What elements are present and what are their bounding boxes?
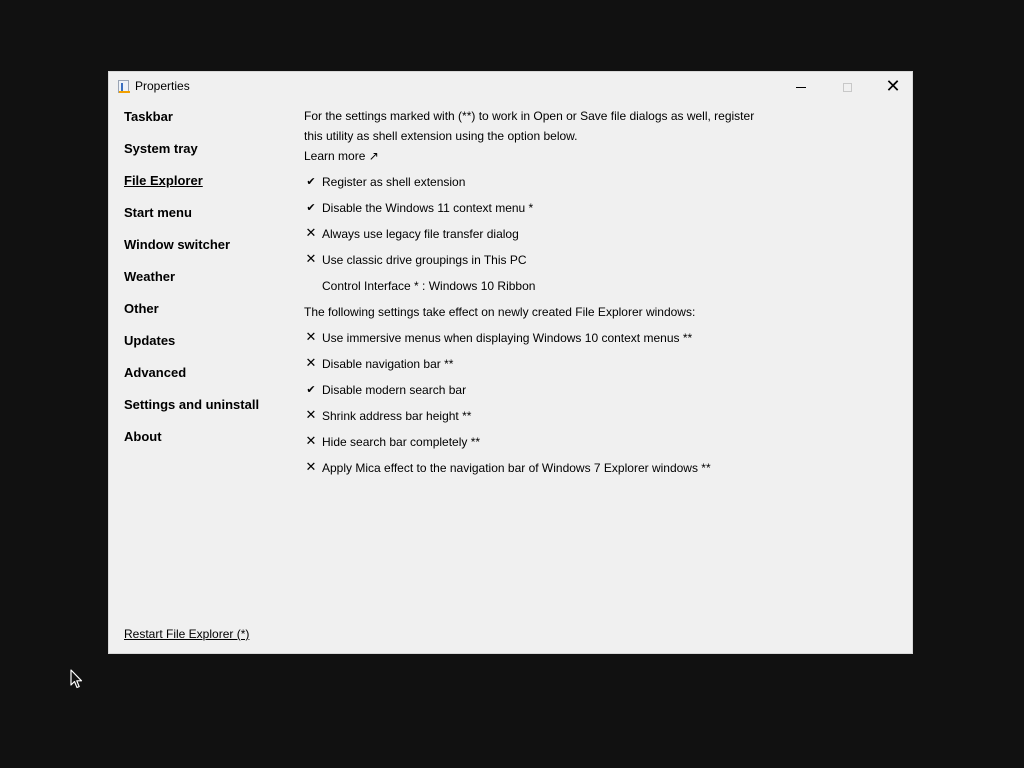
section-note: The following settings take effect on newly created File Explorer windows: xyxy=(304,305,696,319)
option-label: Always use legacy file transfer dialog xyxy=(322,227,519,241)
close-button[interactable] xyxy=(870,72,916,102)
sidebar-item-label: About xyxy=(124,429,162,444)
learn-more-link[interactable]: Learn more ↗ xyxy=(304,149,379,163)
option-immersive-menus[interactable] xyxy=(304,328,774,354)
sidebar-item-weather[interactable] xyxy=(124,268,294,300)
sidebar-item-label: Start menu xyxy=(124,205,192,220)
sidebar xyxy=(124,108,294,460)
settings-content xyxy=(304,106,774,484)
option-register-shell-extension[interactable] xyxy=(304,172,774,198)
sidebar-item-advanced[interactable] xyxy=(124,364,294,396)
cross-icon: ✕ xyxy=(305,356,317,371)
app-icon xyxy=(118,80,129,93)
sidebar-item-label: File Explorer xyxy=(124,173,203,188)
checkmark-icon: ✔ xyxy=(306,383,316,396)
cross-icon: ✕ xyxy=(305,252,317,267)
maximize-button[interactable] xyxy=(824,72,870,102)
mouse-pointer-icon xyxy=(70,669,84,689)
sidebar-item-label: Taskbar xyxy=(124,109,173,124)
option-label: Apply Mica effect to the navigation bar of Windows 7 Explorer windows ** xyxy=(322,461,711,475)
option-disable-win11-context-menu[interactable] xyxy=(304,198,774,224)
intro-text-line1: For the settings marked with (**) to work in Open or Save file dialogs as well, register xyxy=(304,109,755,123)
sidebar-item-label: Advanced xyxy=(124,365,187,380)
option-hide-search-bar[interactable] xyxy=(304,432,774,458)
option-legacy-file-transfer-dialog[interactable] xyxy=(304,224,774,250)
sidebar-item-other[interactable] xyxy=(124,300,294,332)
sidebar-item-label: Other xyxy=(124,301,159,316)
sidebar-item-label: Settings and uninstall xyxy=(124,397,260,412)
title-bar[interactable] xyxy=(109,72,912,102)
checkmark-icon: ✔ xyxy=(306,175,316,188)
maximize-icon xyxy=(843,83,852,92)
control-interface-selector[interactable] xyxy=(304,276,774,302)
cross-icon: ✕ xyxy=(305,330,317,345)
minimize-button[interactable] xyxy=(778,72,824,102)
sidebar-item-system-tray[interactable] xyxy=(124,140,294,172)
option-shrink-address-bar[interactable] xyxy=(304,406,774,432)
option-label: Disable navigation bar ** xyxy=(322,357,454,371)
sidebar-item-about[interactable] xyxy=(124,428,294,460)
option-disable-modern-search-bar[interactable] xyxy=(304,380,774,406)
intro-text-line2: this utility as shell extension using the option below. xyxy=(304,129,578,143)
cross-icon: ✕ xyxy=(305,408,317,423)
sidebar-item-taskbar[interactable] xyxy=(124,108,294,140)
window-title: Properties xyxy=(135,79,190,93)
sidebar-item-updates[interactable] xyxy=(124,332,294,364)
cross-icon: ✕ xyxy=(305,460,317,475)
option-label: Use classic drive groupings in This PC xyxy=(322,253,527,267)
control-interface-label: Control Interface * : Windows 10 Ribbon xyxy=(322,279,536,293)
restart-file-explorer-link[interactable]: Restart File Explorer (*) xyxy=(124,627,250,641)
option-label: Disable the Windows 11 context menu * xyxy=(322,201,534,215)
sidebar-item-label: System tray xyxy=(124,141,198,156)
close-icon: ✕ xyxy=(885,76,901,97)
sidebar-item-file-explorer[interactable] xyxy=(124,172,294,204)
option-label: Hide search bar completely ** xyxy=(322,435,481,449)
checkmark-icon: ✔ xyxy=(306,201,316,214)
sidebar-item-label: Window switcher xyxy=(124,237,231,252)
option-label: Register as shell extension xyxy=(322,175,466,189)
sidebar-item-settings-and-uninstall[interactable] xyxy=(124,396,294,428)
cross-icon: ✕ xyxy=(305,434,317,449)
option-mica-effect[interactable] xyxy=(304,458,774,484)
option-label: Use immersive menus when displaying Windows 10 context menus ** xyxy=(322,331,693,345)
sidebar-item-start-menu[interactable] xyxy=(124,204,294,236)
option-disable-navigation-bar[interactable] xyxy=(304,354,774,380)
sidebar-item-label: Updates xyxy=(124,333,176,348)
minimize-icon xyxy=(796,87,806,88)
sidebar-item-label: Weather xyxy=(124,269,176,284)
properties-window xyxy=(108,71,913,654)
cross-icon: ✕ xyxy=(305,226,317,241)
sidebar-item-window-switcher[interactable] xyxy=(124,236,294,268)
option-label: Disable modern search bar xyxy=(322,383,467,397)
option-label: Shrink address bar height ** xyxy=(322,409,472,423)
option-classic-drive-groupings[interactable] xyxy=(304,250,774,276)
